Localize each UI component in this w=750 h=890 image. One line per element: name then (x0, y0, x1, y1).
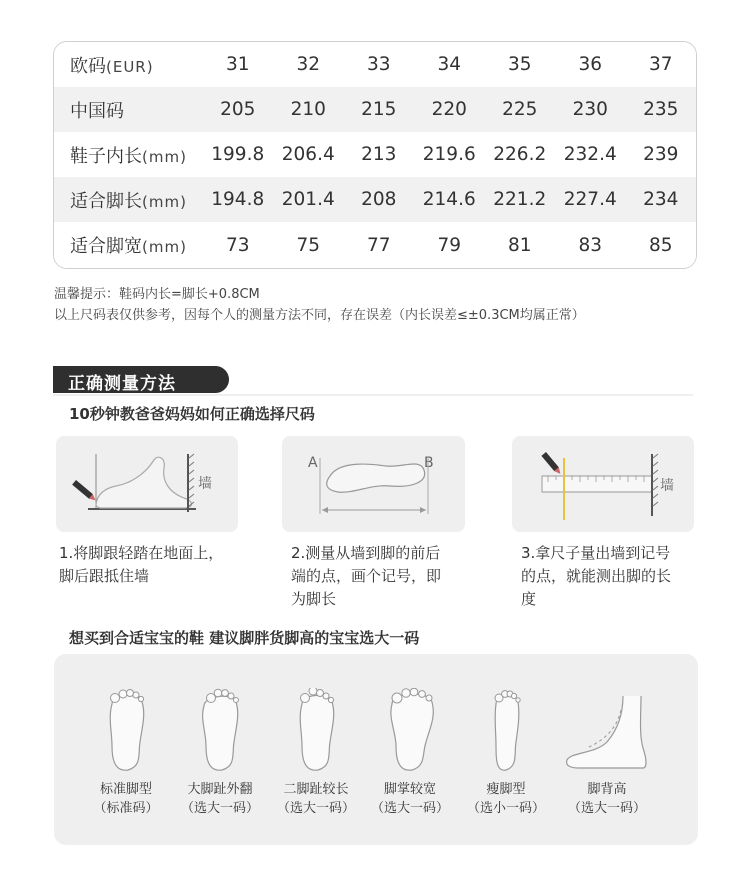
table-cell: 234 (643, 189, 679, 210)
point-b-label: B (424, 455, 434, 471)
foot-type-item: 瘦脚型 （选小一码） (456, 688, 556, 838)
size-row-eur (54, 42, 696, 87)
step3-text: 3.拿尺子量出墙到记号 的点，就能测出脚的长 度 (521, 544, 672, 608)
table-cell: 214.6 (422, 189, 476, 210)
table-cell: 201.4 (281, 189, 335, 210)
table-cell: 36 (578, 54, 603, 75)
foot-outline-measure-icon (282, 436, 465, 532)
step2-text: 2.测量从墙到脚的前后 端的点，画个记号，即 为脚长 (291, 544, 442, 608)
table-cell: 232.4 (563, 144, 617, 165)
foot-type-panel (54, 654, 698, 845)
table-cell: 31 (225, 54, 250, 75)
table-cell: 77 (366, 234, 391, 256)
slim-foot-icon (478, 688, 534, 774)
row-label: 适合脚宽(mm) (70, 236, 187, 257)
row-label: 适合脚长(mm) (70, 190, 187, 212)
table-cell: 213 (361, 144, 397, 165)
note-disclaimer: 以上尺码表仅供参考，因每个人的测量方法不同，存在误差（内长误差≤±0.3CM均属正常） (54, 308, 585, 323)
table-cell: 221.2 (493, 189, 547, 210)
table-cell: 205 (220, 99, 256, 120)
foot-type-item: 脚背高 （选大一码） (552, 688, 662, 838)
table-cell: 83 (578, 234, 603, 256)
table-cell: 206.4 (281, 144, 335, 165)
size-notes (54, 284, 585, 326)
heel-against-wall-icon (56, 436, 238, 532)
table-cell: 225 (502, 99, 538, 120)
table-cell: 32 (296, 54, 321, 75)
foot-type-item: 脚掌较宽 （选大一码） (360, 688, 460, 838)
foot-type-item: 二脚趾较长 （选大一码） (266, 688, 366, 838)
table-cell: 235 (643, 99, 679, 120)
table-cell: 79 (437, 234, 462, 256)
foot-type-item: 大脚趾外翻 （选大一码） (170, 688, 270, 838)
long-second-toe-icon (288, 688, 344, 774)
foot-type-title: 想买到合适宝宝的鞋 建议脚胖货脚高的宝宝选大一码 (69, 629, 420, 647)
table-cell: 35 (507, 54, 532, 75)
table-cell: 81 (507, 234, 532, 256)
size-row-inner-length (54, 132, 696, 177)
row-label: 欧码(EUR) (70, 55, 154, 77)
size-row-cn (54, 87, 696, 132)
wall-label: 墙 (198, 476, 212, 492)
section-subtitle: 10秒钟教爸爸妈妈如何正确选择尺码 (69, 405, 315, 423)
table-cell: 220 (431, 99, 467, 120)
table-cell: 230 (572, 99, 608, 120)
wide-foot-icon (382, 688, 438, 774)
ruler-measure-icon (512, 436, 694, 532)
table-cell: 75 (296, 234, 321, 256)
table-cell: 73 (225, 234, 250, 256)
size-table (53, 41, 697, 269)
section-title: 正确测量方法 (68, 374, 176, 394)
bunion-foot-icon (192, 688, 248, 774)
section-divider (53, 394, 693, 396)
wall-label: 墙 (660, 478, 674, 494)
high-instep-foot-icon (557, 688, 657, 774)
table-cell: 34 (437, 54, 462, 75)
table-cell: 239 (643, 144, 679, 165)
note-tip: 温馨提示：鞋码内长=脚长+0.8CM (54, 287, 260, 302)
size-row-foot-width (54, 222, 696, 268)
row-label: 中国码 (70, 100, 124, 122)
table-cell: 210 (290, 99, 326, 120)
table-cell: 199.8 (211, 144, 265, 165)
section-banner (53, 366, 229, 393)
foot-type-item: 标准脚型 （标准码） (76, 688, 176, 838)
table-cell: 85 (648, 234, 673, 256)
standard-foot-icon (98, 688, 154, 774)
table-cell: 215 (361, 99, 397, 120)
row-label: 鞋子内长(mm) (70, 145, 187, 167)
step2-illustration (282, 436, 465, 532)
point-a-label: A (308, 455, 318, 471)
table-cell: 33 (366, 54, 391, 75)
table-cell: 227.4 (563, 189, 617, 210)
size-row-foot-length (54, 177, 696, 222)
step3-illustration (512, 436, 694, 532)
table-cell: 194.8 (211, 189, 265, 210)
step1-illustration (56, 436, 238, 532)
step1-text: 1.将脚跟轻踏在地面上， 脚后跟抵住墙 (59, 544, 224, 585)
table-cell: 219.6 (422, 144, 476, 165)
table-cell: 208 (361, 189, 397, 210)
table-cell: 37 (648, 54, 673, 75)
table-cell: 226.2 (493, 144, 547, 165)
